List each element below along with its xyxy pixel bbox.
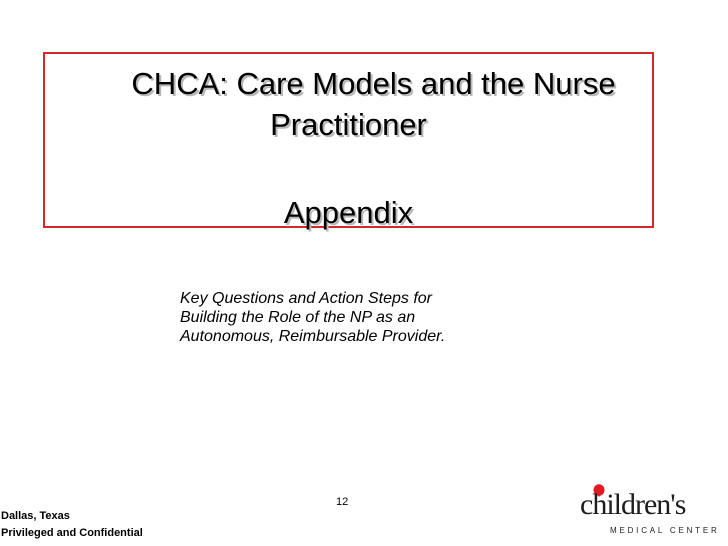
slide-title-line-2: Practitioner [270,107,427,142]
slide-subtitle [180,289,540,346]
footer-confidentiality: Privileged and Confidential [1,527,143,539]
footer-text [1,508,143,542]
subtitle-line-2: Building the Role of the NP as an [180,309,416,326]
title-box [43,52,654,228]
slide-title-line-1: CHCA: Care Models and the Nurse [131,66,616,101]
subtitle-line-1: Key Questions and Action Steps for [180,290,432,307]
subtitle-line-3: Autonomous, Reimbursable Provider. [180,328,446,345]
childrens-medical-center-logo [574,484,720,540]
logo-tagline: MEDICAL CENTER [610,526,720,535]
page-number: 12 [336,496,349,508]
slide-title-appendix: Appendix [283,195,414,230]
footer-location: Dallas, Texas [1,510,70,522]
logo-wordmark: children's [580,488,686,521]
